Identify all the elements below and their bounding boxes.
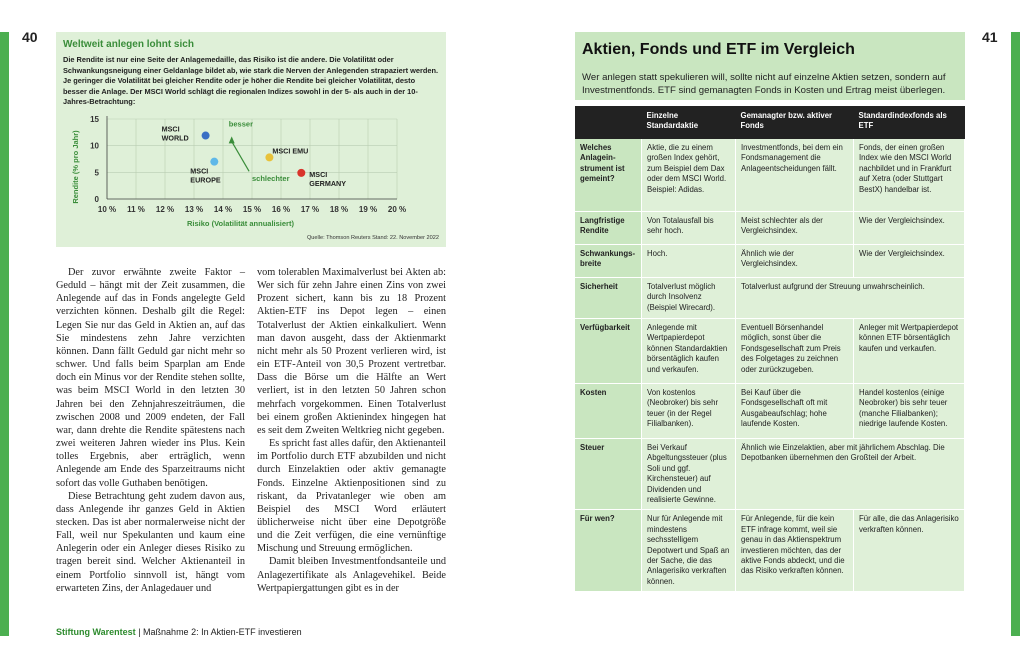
table-cell: Für Anlegende, für die kein ETF infrage kommt, weil sie genau in das Aktienspektrum investieren möchten, das der aktive Fonds abdeckt, und die das Risiko verkraften können. xyxy=(736,510,854,592)
page-number-left: 40 xyxy=(22,29,38,45)
x-tick-label: 10 % xyxy=(97,205,117,214)
row-label: Für wen? xyxy=(575,510,642,592)
page-number-right: 41 xyxy=(982,29,998,45)
x-axis-label: Risiko (Volatilität annualisiert) xyxy=(187,219,294,228)
table-row xyxy=(575,278,965,319)
x-tick-label: 15 % xyxy=(242,205,262,214)
footer-chapter: Maßnahme 2: In Aktien-ETF investieren xyxy=(143,627,302,637)
table-row xyxy=(575,139,965,212)
table-row xyxy=(575,384,965,439)
row-label: Steuer xyxy=(575,439,642,510)
direction-arrow-head xyxy=(229,136,235,143)
table-cell: Wie der Vergleichsindex. xyxy=(854,212,965,245)
table-row xyxy=(575,439,965,510)
table-header: Gemanagter bzw. aktiver Fonds xyxy=(736,106,854,139)
table-cell-merged: Ähnlich wie Einzelaktien, aber mit jährlichem Abschlag. Die Depotbanken übernehmen den Großteil der Arbeit. xyxy=(736,439,965,510)
row-label: Langfristige Rendite xyxy=(575,212,642,245)
comparison-header xyxy=(575,32,965,100)
table-cell: Investmentfonds, bei dem ein Fondsmanagement die Anlageentscheidungen fällt. xyxy=(736,139,854,212)
table-cell: Meist schlechter als der Vergleichsindex. xyxy=(736,212,854,245)
table-cell: Anlegende mit Wertpapierdepot können Standardaktien börsentäglich kaufen und verkaufen. xyxy=(642,319,736,384)
table-cell: Wie der Vergleichsindex. xyxy=(854,245,965,278)
paragraph: vom tolerablen Maximalverlust bei Akten ab: Wer sich für zehn Jahre einen Zins von zwei Prozent sichert, kann bis zu 18 Prozent Aktien-ETF ins Depot legen – einen Totalverlust der Aktien einkalkuliert. Wenn man davon ausgeht, dass der Aktienmarkt nicht mehr als 50 Prozent verlieren wird, ist ein ETF-Anteil von 30,5 Prozent vertretbar. Dass die Börse um die Hälfte an Wert verliert, ist in den letzten 50 Jahren schon mehrfach vorgekommen. Einen Totalverlust bei einem großen Aktienindex hingegen hat es seit dem Zweiten Weltkrieg nicht gegeben. xyxy=(257,267,446,436)
x-tick-label: 20 % xyxy=(387,205,407,214)
x-tick-label: 13 % xyxy=(184,205,204,214)
row-label: Schwankungsbreite xyxy=(575,245,642,278)
data-point xyxy=(297,169,305,177)
table-cell: Für alle, die das Anlagerisiko verkraften können. xyxy=(854,510,965,592)
data-point-label: EUROPE xyxy=(190,175,221,185)
table-cell: Von kostenlos (Neobroker) bis sehr teuer (in der Regel Filialbanken). xyxy=(642,384,736,439)
data-point xyxy=(202,132,210,140)
table-cell: Nur für Anlegende mit mindestens sechsstelligem Depotwert und Spaß an der Sache, die das Anlagerisiko verkraften können. xyxy=(642,510,736,592)
row-label: Kosten xyxy=(575,384,642,439)
paragraph: Diese Betrachtung geht zudem davon aus, dass Anlegende ihr ganzes Geld in Aktien stecken. Das ist aber normalerweise nicht der Fall, weil nur Spekulanten und kaum eine Anlegerin oder ein Anleger dieses Risiko zu tragen bereit sind. Welcher Aktienanteil in einem Portfolio sinnvoll ist, hängt vom erwarteten Zins, der Anlagedauer und xyxy=(56,490,245,594)
table-row xyxy=(575,510,965,592)
table-header: Einzelne Standardaktie xyxy=(642,106,736,139)
comparison-table xyxy=(575,106,965,592)
left-margin-bar xyxy=(0,32,9,636)
comparison-title: Aktien, Fonds und ETF im Vergleich xyxy=(582,41,855,58)
row-label: Sicherheit xyxy=(575,278,642,319)
table-cell: Anleger mit Wertpapierdepot können ETF börsentäglich kaufen und verkaufen. xyxy=(854,319,965,384)
right-margin-bar xyxy=(1011,32,1020,636)
data-point-label: MSCI xyxy=(190,166,209,176)
footer-separator: | xyxy=(138,627,141,637)
page-footer xyxy=(56,627,302,637)
table-header: Standardindexfonds als ETF xyxy=(854,106,965,139)
table-header-row xyxy=(575,106,965,139)
paragraph: Damit bleiben Investmentfondsanteile und Anlagezertifikate als Anlagevehikel. Beide Wertpapiergattungen gibt es in der xyxy=(257,556,446,594)
x-tick-label: 14 % xyxy=(213,205,233,214)
paragraph: Der zuvor erwähnte zweite Faktor – Geduld – hängt mit der Zeit zusammen, die Anlegende auf das in Fonds angelegte Geld verzichten können. Deshalb gilt die Regel: Legen Sie nur das Geld in Aktien an, auf das Sie mindestens zehn Jahre verzichten können. Dann fällt Geduld gar nicht mehr so schwer. Und falls beim Sparplan am Ende doch ein Minus vor der Rendite stehen sollte, was beim MSCI World in den letzten 30 Jahren bei den Zehnjahreszeiträumen, die zwischen 2008 und 2009 endeten, der Fall war, dann drehte die Rendite spätestens nach zwei weiteren Jahren wieder ins Plus. Kein tolles Ergebnis, aber erträglich, wenn Anlegende am Ende des Sparzeitraums nicht sofort das volle Guthaben benötigen. xyxy=(56,267,245,489)
data-point-label: GERMANY xyxy=(309,178,347,188)
y-tick-label: 0 xyxy=(94,195,99,204)
data-point-label: MSCI xyxy=(161,124,180,134)
table-cell-merged: Totalverlust aufgrund der Streuung unwahrscheinlich. xyxy=(736,278,965,319)
table-cell: Fonds, der einen großen Index wie den MSCI World nachbildet und in Frankfurt auf Xetra (oder Stuttgart BestX) handelbar ist. xyxy=(854,139,965,212)
comparison-intro: Wer anlegen statt spekulieren will, sollte nicht auf einzelne Aktien setzen, sondern auf Investmentfonds. ETF sind gemanagten Fonds in Kosten und Ertrag meist überlegen. xyxy=(582,72,946,96)
y-tick-label: 10 xyxy=(90,141,99,151)
y-tick-label: 15 xyxy=(90,115,99,124)
table-row xyxy=(575,319,965,384)
x-tick-label: 11 % xyxy=(127,205,145,214)
table-row xyxy=(575,245,965,278)
table-row xyxy=(575,212,965,245)
table-cell: Handel kostenlos (einige Neobroker) bis sehr teuer (manche Filialbanken); niedrige laufende Kosten. xyxy=(854,384,965,439)
x-tick-label: 17 % xyxy=(300,205,320,214)
data-point-label: WORLD xyxy=(161,133,189,143)
chart-source: Quelle: Thomson Reuters Stand: 22. November 2022 xyxy=(306,235,439,241)
y-axis-label: Rendite (% pro Jahr) xyxy=(71,130,80,204)
info-box xyxy=(56,32,446,247)
table-cell: Bei Kauf über die Fondsgesellschaft oft mit Ausgabeaufschlag; hohe laufende Kosten. xyxy=(736,384,854,439)
footer-brand: Stiftung Warentest xyxy=(56,627,136,637)
table-cell: Hoch. xyxy=(642,245,736,278)
table-cell: Ähnlich wie der Vergleichsindex. xyxy=(736,245,854,278)
x-tick-label: 18 % xyxy=(329,205,349,214)
risk-return-chart xyxy=(56,32,446,247)
table-cell: Von Totalausfall bis sehr hoch. xyxy=(642,212,736,245)
data-point-label: MSCI xyxy=(309,169,328,179)
table-cell: Eventuell Börsenhandel möglich, sonst über die Fondsgesellschaft zum Preis des Folgetages zu zeichnen oder zurückzugeben. xyxy=(736,319,854,384)
row-label: Verfügbarkeit xyxy=(575,319,642,384)
data-point-label: MSCI EMU xyxy=(272,146,309,156)
table-cell: Totalverlust möglich durch Insolvenz (Beispiel Wirecard). xyxy=(642,278,736,319)
middle-text-column xyxy=(257,266,446,595)
paragraph: Es spricht fast alles dafür, den Aktienanteil im Portfolio durch ETF abzubilden und nicht durch Einzelaktien oder aktiv gemanagte Fonds. Einzelne Aktienpositionen sind zu riskant, da Privatanleger wie oben am Beispiel des MSCI Word erläutert üblicherweise nicht über eine Depotgröße und die Zeit verfügen, die eine vernünftige Mischung und Streuung ermöglichen. xyxy=(257,438,446,555)
table-cell: Bei Verkauf Abgeltungssteuer (plus Soli und ggf. Kirchensteuer) auf Dividenden und realisierte Gewinne. xyxy=(642,439,736,510)
y-tick-label: 5 xyxy=(94,168,99,178)
data-point xyxy=(210,158,218,166)
table-cell: Aktie, die zu einem großen Index gehört, zum Beispiel dem Dax oder dem MSCI World. Beispiel: Adidas. xyxy=(642,139,736,212)
x-tick-label: 12 % xyxy=(155,205,175,214)
row-label: Welches Anlageinstrument ist gemeint? xyxy=(575,139,642,212)
left-text-column xyxy=(56,266,245,595)
annotation-worse: schlechter xyxy=(252,173,290,183)
info-box-text: Die Rendite ist nur eine Seite der Anlagemedaille, das Risiko ist die andere. Die Volatilität oder Schwankungsneigung einer Geldanlage bildet ab, wie stark die Nerven der Anlegenden strapaziert werden. Je geringer die Volatilität bei gleicher Rendite oder je höher die Rendite bei gleicher Volatilität, desto besser die Anlage. Der MSCI World schlägt die regionalen Indizes sowohl in der 5- als auch in der 10-Jahres-Betrachtung: xyxy=(63,55,439,106)
x-tick-label: 19 % xyxy=(358,205,378,214)
table-header-corner xyxy=(575,106,642,139)
info-box-title: Weltweit anlegen lohnt sich xyxy=(63,39,194,50)
x-tick-label: 16 % xyxy=(271,205,291,214)
annotation-better: besser xyxy=(228,119,253,129)
